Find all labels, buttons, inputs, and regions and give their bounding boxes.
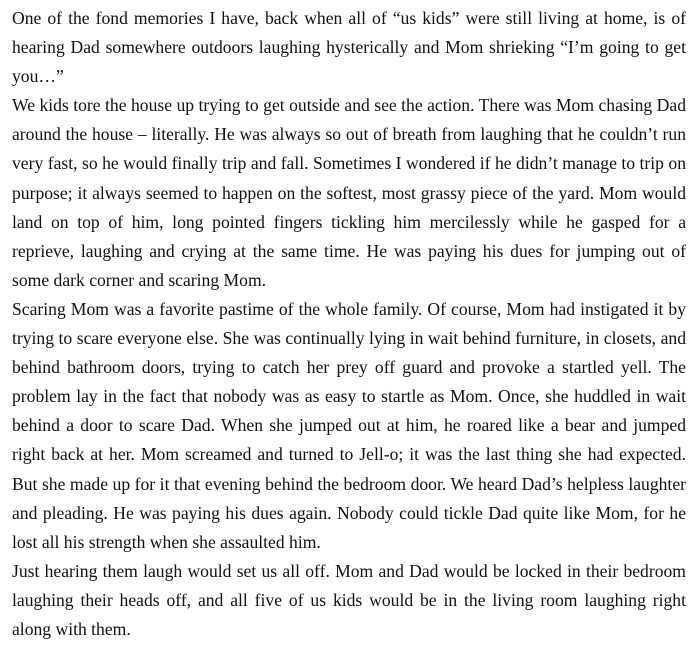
paragraph-3: Scaring Mom was a favorite pastime of the whole family. Of course, Mom had instigated it by trying to scare everyone else. She was continually lying in wait behind furniture, in closets, and behind bathroom doors, trying to catch her prey off guard and provoke a startled yell. The problem lay in the fact that nobody was as easy to startle as Mom. Once, she huddled in wait behind a door to scare Dad. When she jumped out at him, he roared like a bear and jumped right back at her. Mom screamed and turned to Jell-o; it was the last thing she had expected. But she made up for it that evening behind the bedroom door. We heard Dad’s helpless laughter and pleading. He was paying his dues again. Nobody could tickle Dad quite like Mom, for he lost all his strength when she assaulted him. (12, 298, 686, 552)
paragraph-1: One of the fond memories I have, back when all of “us kids” were still living at home, is of hearing Dad somewhere outdoors laughing hysterically and Mom shrieking “I’m going to get you…” (12, 8, 686, 87)
paragraph-4: Just hearing them laugh would set us all off. Mom and Dad would be locked in their bedroom laughing their heads off, and all five of us kids would be in the living room laughing right along with them. (12, 560, 686, 639)
paragraph-2: We kids tore the house up trying to get outside and see the action. There was Mom chasing Dad around the house – literally. He was always so out of breath from laughing that he couldn’t run very fast, so he would finally trip and fall. Sometimes I wondered if he didn’t manage to trip on purpose; it always seemed to happen on the softest, most grassy piece of the yard. Mom would land on top of him, long pointed fingers tickling him mercilessly while he gasped for a reprieve, laughing and crying at the same time. He was paying his dues for jumping out of some dark corner and scaring Mom. (12, 95, 686, 290)
